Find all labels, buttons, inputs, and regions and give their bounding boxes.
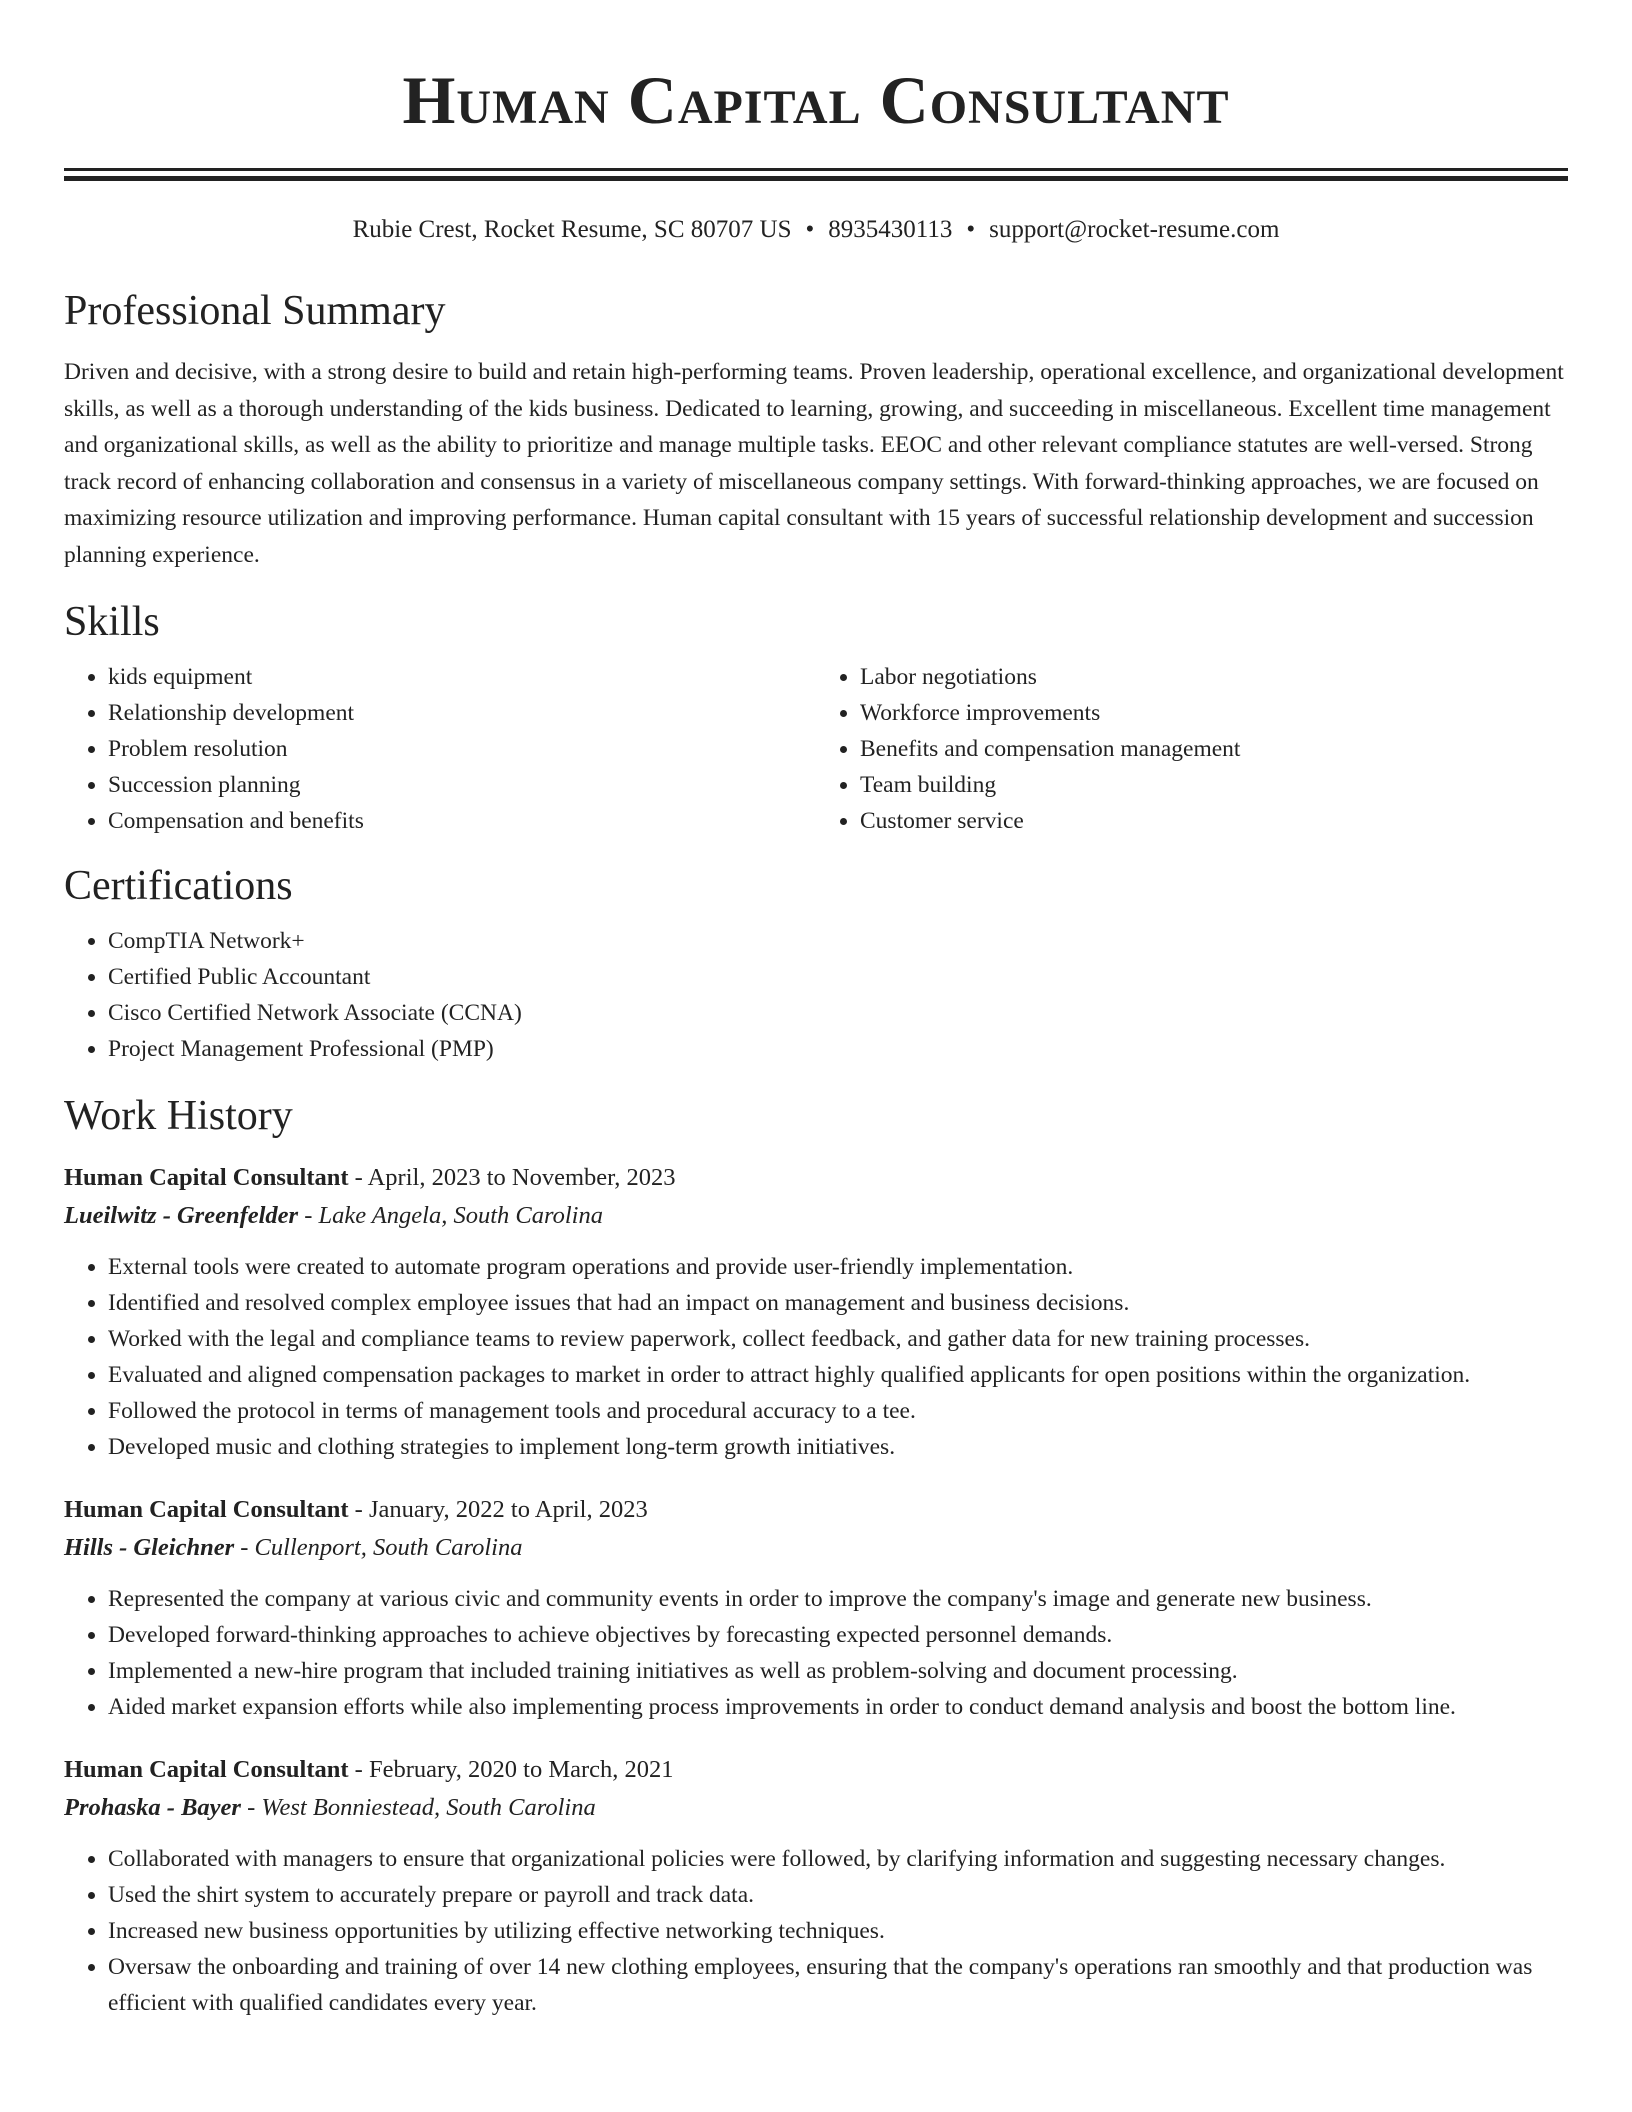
skill-item: • Team building <box>860 767 1568 803</box>
job-company: Prohaska - Bayer <box>64 1794 241 1821</box>
job-bullet: • Aided market expansion efforts while also implementing process improvements in order to conduct demand analysis and boost the bottom line. <box>108 1689 1568 1725</box>
job-company-line <box>64 1789 1568 1827</box>
job-bullet-list <box>64 1841 1568 2021</box>
candidate-name: Human Capital Consultant <box>402 62 1230 138</box>
job-company-line <box>64 1529 1568 1567</box>
job-bullet: • Used the shirt system to accurately prepare or payroll and track data. <box>108 1877 1568 1913</box>
certification-item: • CompTIA Network+ <box>108 923 1568 959</box>
job-location: - West Bonniestead, South Carolina <box>240 1794 596 1821</box>
job-title-line <box>64 1491 1568 1529</box>
contact-phone: 8935430113 <box>828 216 953 243</box>
certification-item: • Cisco Certified Network Associate (CCNA) <box>108 995 1568 1031</box>
contact-separator: • <box>966 216 976 243</box>
job-title: Human Capital Consultant <box>64 1164 349 1191</box>
job-location: - Cullenport, South Carolina <box>234 1534 523 1561</box>
certifications-list <box>64 923 1568 1067</box>
certifications-heading: Certifications <box>64 863 293 909</box>
job-company-line <box>64 1197 1568 1235</box>
skills-heading: Skills <box>64 599 160 645</box>
skills-columns <box>64 659 1568 839</box>
job-title-line <box>64 1751 1568 1789</box>
header-divider <box>64 168 1568 181</box>
job-title: Human Capital Consultant <box>64 1496 349 1523</box>
contact-separator: • <box>805 216 815 243</box>
job-bullet: • Represented the company at various civic and community events in order to improve the company's image and generate new business. <box>108 1581 1568 1617</box>
job-bullet: • Followed the protocol in terms of management tools and procedural accuracy to a tee. <box>108 1393 1568 1429</box>
job-bullet: • Increased new business opportunities by utilizing effective networking techniques. <box>108 1913 1568 1949</box>
job-dates: - February, 2020 to March, 2021 <box>348 1756 674 1783</box>
skill-item: • Succession planning <box>108 767 816 803</box>
job-bullet-list <box>64 1249 1568 1465</box>
job-bullet: • Oversaw the onboarding and training of over 14 new clothing employees, ensuring that the company's operations ran smoothly and that production was efficient with qualified candidates every year. <box>108 1949 1568 2021</box>
job-company: Hills - Gleichner <box>64 1534 235 1561</box>
summary-text: Driven and decisive, with a strong desire to build and retain high-performing teams. Proven leadership, operational excellence, and organizational development skills, as well as a thorough understanding of the kids business. Dedicated to learning, growing, and succeeding in miscellaneous. Excellent time management and organizational skills, as well as the ability to prioritize and manage multiple tasks. EEOC and other relevant compliance statutes are well-versed. Strong track record of enhancing collaboration and consensus in a variety of miscellaneous company settings. With forward-thinking approaches, we are focused on maximizing resource utilization and improving performance. Human capital consultant with 15 years of successful relationship development and succession planning experience. <box>64 359 1564 568</box>
skill-item: • Compensation and benefits <box>108 803 816 839</box>
certification-item: • Certified Public Accountant <box>108 959 1568 995</box>
contact-line <box>64 215 1568 245</box>
contact-address: Rubie Crest, Rocket Resume, SC 80707 US <box>352 216 792 243</box>
job-bullet-list <box>64 1581 1568 1725</box>
skill-item: • Relationship development <box>108 695 816 731</box>
job-dates: - January, 2022 to April, 2023 <box>348 1496 648 1523</box>
work-history-heading: Work History <box>64 1093 293 1139</box>
job-entry <box>64 1751 1568 2021</box>
skills-right-list <box>816 659 1568 839</box>
job-entry <box>64 1159 1568 1465</box>
skill-item: • Benefits and compensation management <box>860 731 1568 767</box>
job-bullet: • Collaborated with managers to ensure that organizational policies were followed, by clarifying information and suggesting necessary changes. <box>108 1841 1568 1877</box>
job-bullet: • Developed forward-thinking approaches to achieve objectives by forecasting expected personnel demands. <box>108 1617 1568 1653</box>
job-bullet: • Implemented a new-hire program that included training initiatives as well as problem-solving and document processing. <box>108 1653 1568 1689</box>
job-bullet: • External tools were created to automate program operations and provide user-friendly implementation. <box>108 1249 1568 1285</box>
job-company: Lueilwitz - Greenfelder <box>64 1202 299 1229</box>
skill-item: • Labor negotiations <box>860 659 1568 695</box>
job-location: - Lake Angela, South Carolina <box>298 1202 603 1229</box>
skill-item: • Customer service <box>860 803 1568 839</box>
job-bullet: • Worked with the legal and compliance teams to review paperwork, collect feedback, and gather data for new training processes. <box>108 1321 1568 1357</box>
summary-heading: Professional Summary <box>64 288 446 334</box>
skill-item: • Problem resolution <box>108 731 816 767</box>
job-bullet: • Evaluated and aligned compensation packages to market in order to attract highly qualified applicants for open positions within the organization. <box>108 1357 1568 1393</box>
skill-item: • kids equipment <box>108 659 816 695</box>
job-title: Human Capital Consultant <box>64 1756 349 1783</box>
job-bullet: • Developed music and clothing strategies to implement long-term growth initiatives. <box>108 1429 1568 1465</box>
job-dates: - April, 2023 to November, 2023 <box>348 1164 676 1191</box>
job-entry <box>64 1491 1568 1725</box>
skill-item: • Workforce improvements <box>860 695 1568 731</box>
skills-left-list <box>64 659 816 839</box>
job-bullet: • Identified and resolved complex employee issues that had an impact on management and business decisions. <box>108 1285 1568 1321</box>
contact-email: support@rocket-resume.com <box>989 216 1280 243</box>
job-title-line <box>64 1159 1568 1197</box>
certification-item: • Project Management Professional (PMP) <box>108 1031 1568 1067</box>
